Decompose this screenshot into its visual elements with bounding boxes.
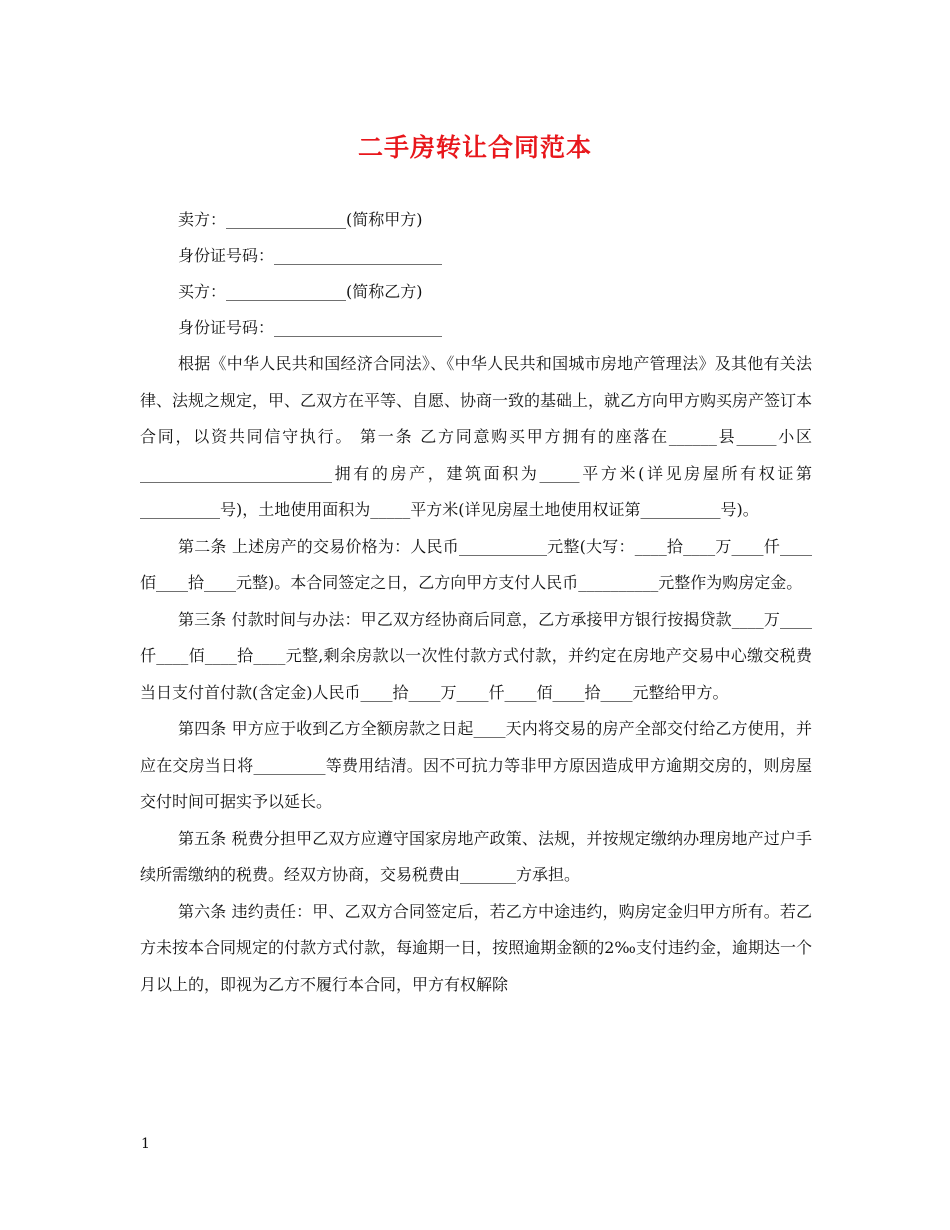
article-2-paragraph: 第二条 上述房产的交易价格为：人民币___________元整(大写：____拾____万____仟____佰____拾____元整)。本合同签定之日，乙方向甲方支付人民币__________元整作为购房定金。 — [140, 536, 812, 592]
buyer-field: 买方：_______________(简称乙方) — [178, 282, 423, 301]
article-5-paragraph: 第五条 税费分担甲乙双方应遵守国家房地产政策、法规，并按规定缴纳办理房地产过户手续所需缴纳的税费。经双方协商，交易税费由_______方承担。 — [140, 828, 812, 884]
article-6-paragraph: 第六条 违约责任：甲、乙双方合同签定后，若乙方中途违约，购房定金归甲方所有。若乙方未按本合同规定的付款方式付款，每逾期一日，按照逾期金额的2‰支付违约金，逾期达一个月以上的，即视为乙方不履行本合同，甲方有权解除 — [140, 901, 812, 994]
page-number: 1 — [141, 1136, 150, 1152]
preamble-paragraph: 根据《中华人民共和国经济合同法》、《中华人民共和国城市房地产管理法》及其他有关法律、法规之规定，甲、乙双方在平等、自愿、协商一致的基础上，就乙方向甲方购买房产签订本合同，以资共同信守执行。 第一条 乙方同意购买甲方拥有的座落在______县_____小区________________________拥有的房产，建筑面积为_____平方米(详见房屋所有权证第__________号)，土地使用面积为_____平方米(详见房屋土地使用权证第__________号)。 — [140, 354, 813, 519]
article-4-paragraph: 第四条 甲方应于收到乙方全额房款之日起____天内将交易的房产全部交付给乙方使用，并应在交房当日将_________等费用结清。因不可抗力等非甲方原因造成甲方逾期交房的，则房屋交付时间可据实予以延长。 — [140, 719, 812, 811]
seller-field: 卖方：_______________(简称甲方) — [178, 210, 423, 229]
seller-id-field: 身份证号码：_____________________ — [178, 246, 443, 265]
article-3-paragraph: 第三条 付款时间与办法：甲乙双方经协商后同意，乙方承接甲方银行按揭贷款____万____仟____佰____拾____元整,剩余房款以一次性付款方式付款，并约定在房地产交易中心缴交税费当日支付首付款(含定金)人民币____拾____万____仟____佰____拾____元整给甲方。 — [140, 609, 812, 702]
document-body — [140, 202, 812, 1003]
document-title: 二手房转让合同范本 — [357, 133, 592, 162]
buyer-id-field: 身份证号码：_____________________ — [178, 318, 443, 337]
